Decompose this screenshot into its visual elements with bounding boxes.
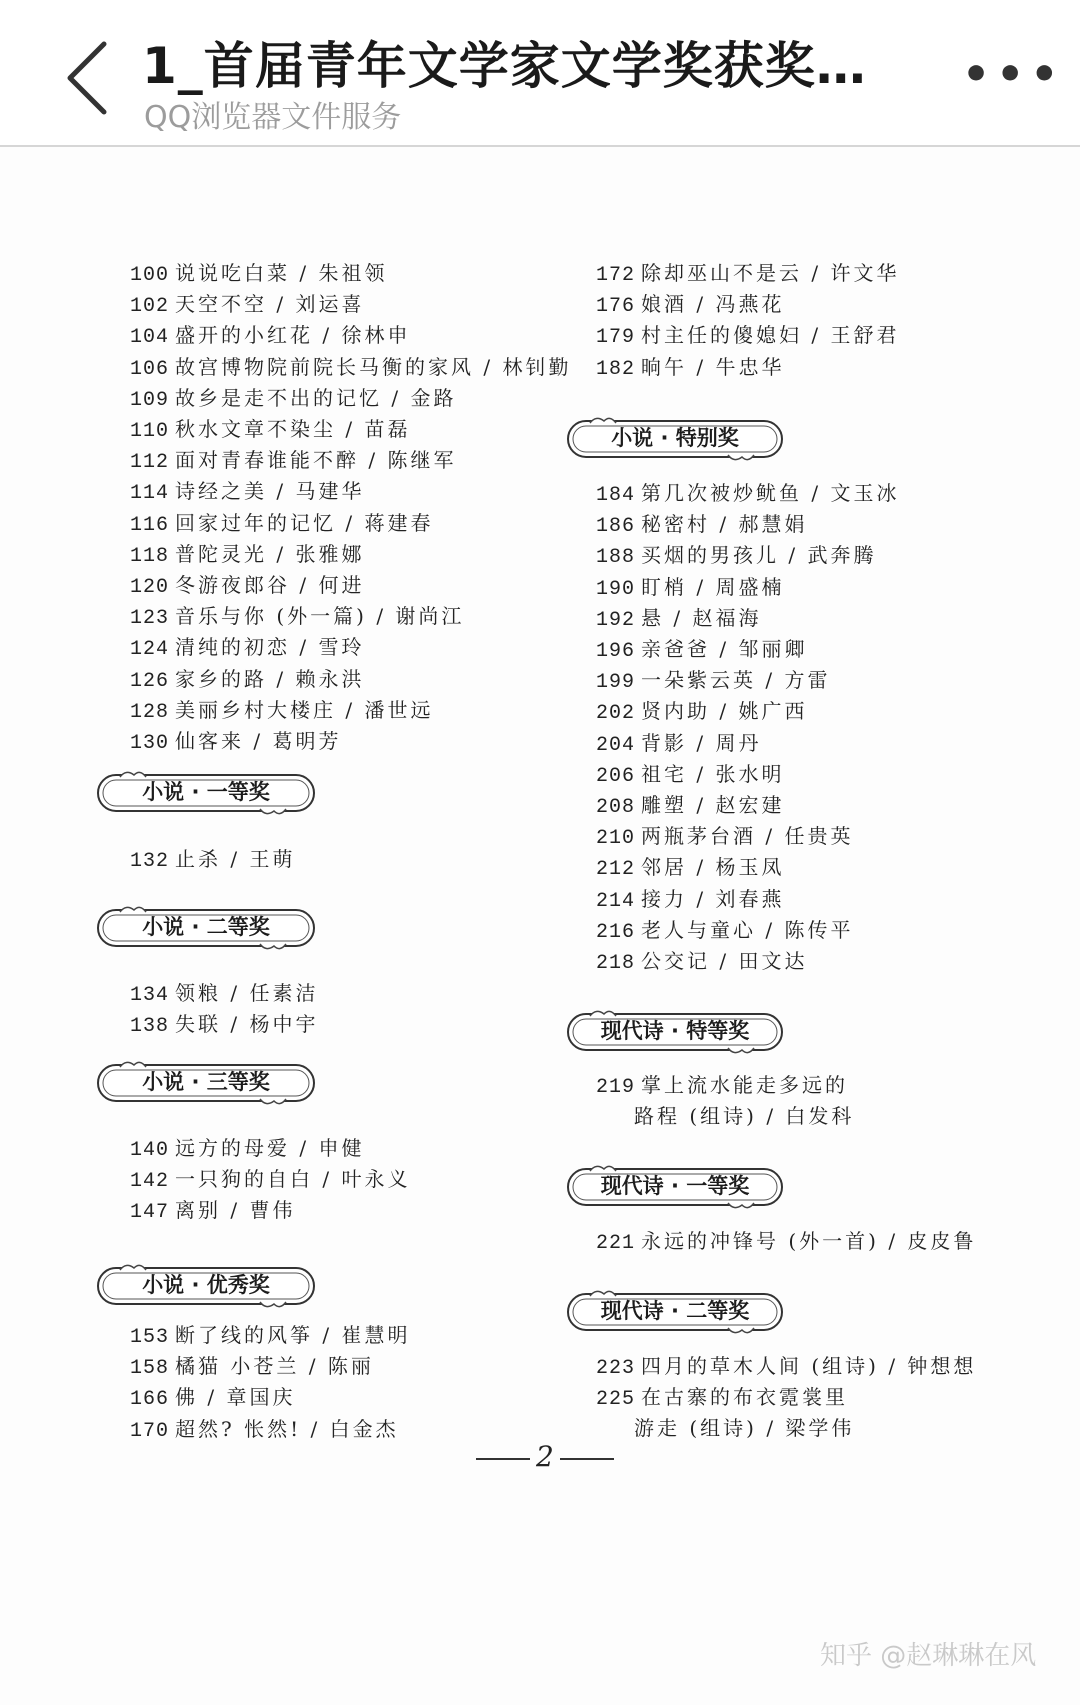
toc-entry <box>596 539 876 569</box>
toc-page-number: 192 <box>596 608 636 632</box>
toc-entry-title: 盯梢 / 周盛楠 <box>641 574 785 599</box>
toc-page-number: 109 <box>130 388 170 412</box>
toc-entry-title: 接力 / 刘春燕 <box>641 886 785 911</box>
toc-entry <box>130 288 364 318</box>
top-bar <box>0 0 1080 147</box>
toc-entry <box>596 851 784 881</box>
toc-entry-title: 回家过年的记忆 / 蒋建春 <box>175 510 434 535</box>
toc-entry <box>130 507 433 537</box>
toc-page-number: 158 <box>130 1357 170 1381</box>
toc-entry <box>130 725 341 755</box>
toc-page-number: 142 <box>130 1170 170 1194</box>
section-badge-label: 小说 · 特别奖 <box>611 426 739 450</box>
toc-page-number: 196 <box>596 640 636 663</box>
section-badge-label: 小说 · 优秀奖 <box>142 1273 270 1297</box>
section-badge-label: 现代诗 · 一等奖 <box>600 1174 750 1198</box>
section-badge-label: 现代诗 · 二等奖 <box>600 1299 750 1323</box>
toc-entry-title: 村主任的傻媳妇 / 王舒君 <box>641 323 900 348</box>
toc-entry <box>130 1381 295 1411</box>
toc-entry <box>130 1319 410 1349</box>
toc-entry-title: 悬 / 赵福海 <box>641 605 762 630</box>
toc-entry <box>596 664 830 694</box>
section-badge <box>562 1163 788 1211</box>
toc-entry <box>596 758 784 788</box>
toc-page-number: 190 <box>596 577 636 601</box>
toc-entry-title: 家乡的路 / 赖永洪 <box>175 666 365 691</box>
section-badge-label: 小说 · 二等奖 <box>142 915 270 939</box>
toc-entry-title: 盛开的小红花 / 徐林申 <box>175 323 411 348</box>
toc-page-number: 124 <box>130 638 170 662</box>
page-subtitle: QQ浏览器文件服务 <box>144 100 402 135</box>
toc-entry-title: 一只狗的自白 / 叶永义 <box>175 1167 411 1192</box>
toc-page-number: 104 <box>130 326 170 350</box>
toc-entry <box>596 1225 976 1255</box>
toc-entry <box>596 1381 848 1411</box>
toc-page-number: 218 <box>596 952 636 975</box>
toc-page-number: 204 <box>596 733 636 757</box>
toc-entry-title: 路程 (组诗) / 白发科 <box>634 1104 855 1129</box>
toc-page-number: 214 <box>596 889 636 913</box>
divider <box>560 1458 614 1460</box>
toc-entry <box>130 663 364 693</box>
toc-entry-title: 两瓶茅台酒 / 任贵英 <box>641 824 854 849</box>
toc-entry-title: 邻居 / 杨玉凤 <box>641 855 785 880</box>
toc-entry-title: 买烟的男孩儿 / 武奔腾 <box>641 543 877 568</box>
watermark: 知乎 @赵琳琳在风 <box>820 1641 1037 1671</box>
toc-page-number: 110 <box>130 420 170 443</box>
toc-entry <box>130 631 364 661</box>
toc-page-number: 216 <box>596 920 636 944</box>
toc-page-number: 208 <box>596 796 636 819</box>
toc-entry-title: 橘猫 小苍兰 / 陈丽 <box>175 1354 374 1379</box>
section-badge <box>562 1008 788 1056</box>
toc-entry-title: 止杀 / 王萌 <box>175 847 296 871</box>
toc-entry <box>130 569 364 599</box>
toc-entry <box>596 288 784 318</box>
toc-page-number: 118 <box>130 544 170 568</box>
toc-page-number: 221 <box>596 1232 636 1255</box>
toc-entry-title: 说说吃白菜 / 朱祖领 <box>175 261 388 285</box>
toc-entry-title: 公交记 / 田文达 <box>641 949 808 973</box>
section-badge-label: 小说 · 一等奖 <box>142 780 270 804</box>
toc-page-number: 123 <box>130 607 170 631</box>
toc-page-number: 172 <box>596 264 636 287</box>
toc-page-number: 116 <box>130 513 170 537</box>
toc-entry <box>596 1069 848 1099</box>
toc-page-number: 179 <box>596 326 636 350</box>
toc-entry-title: 祖宅 / 张水明 <box>641 761 785 786</box>
divider <box>476 1458 530 1460</box>
toc-entry <box>596 789 784 819</box>
chevron-left-icon <box>62 38 122 118</box>
toc-page-number: 176 <box>596 295 636 319</box>
toc-entry <box>596 257 899 287</box>
toc-page-number: 132 <box>130 850 170 873</box>
toc-entry-title: 佛 / 章国庆 <box>175 1385 296 1410</box>
toc-entry-title: 一朵紫云英 / 方雷 <box>641 668 831 693</box>
toc-entry-title: 故宫博物院前院长马衡的家风 / 林钊勤 <box>175 354 572 379</box>
toc-page-number: 212 <box>596 858 636 882</box>
toc-entry-title: 远方的母爱 / 申健 <box>175 1136 365 1160</box>
toc-page-number: 102 <box>130 295 170 319</box>
toc-entry <box>596 319 899 349</box>
toc-page-number: 140 <box>130 1139 170 1162</box>
toc-entry <box>596 945 807 975</box>
page-number <box>470 1440 620 1473</box>
toc-entry-title: 失联 / 杨中宇 <box>175 1012 319 1037</box>
toc-entry <box>130 600 464 630</box>
toc-page-number: 147 <box>130 1201 170 1225</box>
toc-entry-title: 雕塑 / 赵宏建 <box>641 793 785 817</box>
toc-page-number: 186 <box>596 515 636 539</box>
toc-entry <box>596 571 784 601</box>
toc-entry-title: 秋水文章不染尘 / 苗磊 <box>175 417 411 441</box>
toc-entry <box>596 883 784 913</box>
toc-entry <box>596 477 899 507</box>
toc-entry-title: 背影 / 周丹 <box>641 730 762 755</box>
toc-entry <box>596 1412 854 1442</box>
section-badge <box>92 904 320 952</box>
toc-entry-title: 诗经之美 / 马建华 <box>175 479 365 504</box>
toc-entry-title: 秘密村 / 郝慧娟 <box>641 512 808 537</box>
toc-entry <box>130 1008 318 1038</box>
toc-entry <box>130 538 364 568</box>
section-badge-label: 现代诗 · 特等奖 <box>600 1019 750 1043</box>
toc-entry <box>596 695 807 725</box>
toc-entry-title: 天空不空 / 刘运喜 <box>175 292 365 317</box>
section-badge <box>92 1262 320 1310</box>
toc-entry <box>130 475 364 505</box>
toc-entry-title: 在古寨的布衣霓裳里 <box>641 1385 849 1410</box>
toc-entry <box>130 444 456 474</box>
toc-entry-title: 超然? 怅然! / 白金杰 <box>175 1416 399 1441</box>
toc-entry <box>130 1413 399 1443</box>
toc-entry-title: 亲爸爸 / 邹丽卿 <box>641 637 808 661</box>
toc-entry <box>596 1350 976 1380</box>
toc-page-number: 170 <box>130 1419 170 1443</box>
section-badge-label: 小说 · 三等奖 <box>142 1070 270 1094</box>
toc-entry-title: 第几次被炒鱿鱼 / 文玉冰 <box>641 481 900 505</box>
toc-entry <box>596 727 761 757</box>
toc-entry-title: 晌午 / 牛忠华 <box>641 354 785 379</box>
toc-entry-title: 清纯的初恋 / 雪玲 <box>175 635 365 660</box>
toc-page-number: 206 <box>596 764 636 788</box>
toc-entry <box>130 1132 364 1162</box>
toc-page-number: 210 <box>596 827 636 851</box>
toc-entry-title: 领粮 / 任素洁 <box>175 981 319 1005</box>
page-title: 1_首届青年文学家文学奖获奖… <box>142 37 867 95</box>
page-number-value: 2 <box>536 1440 554 1473</box>
toc-entry <box>130 1194 295 1224</box>
toc-entry-title: 贤内助 / 姚广西 <box>641 699 808 724</box>
toc-entry-title: 美丽乡村大楼庄 / 潘世远 <box>175 697 434 722</box>
toc-page-number: 112 <box>130 451 170 475</box>
toc-entry-title: 老人与童心 / 陈传平 <box>641 917 854 942</box>
toc-entry-title: 普陀灵光 / 张雅娜 <box>175 541 365 566</box>
toc-entry-title: 娘酒 / 冯燕花 <box>641 292 785 317</box>
toc-page-number: 199 <box>596 671 636 695</box>
toc-page-number: 166 <box>130 1388 170 1412</box>
toc-entry-title: 仙客来 / 葛明芳 <box>175 729 342 753</box>
toc-page-number: 219 <box>596 1076 636 1099</box>
toc-entry <box>596 914 853 944</box>
toc-entry <box>596 508 807 538</box>
toc-entry-title: 音乐与你 (外一篇) / 谢尚江 <box>175 604 465 629</box>
toc-entry-title: 断了线的风筝 / 崔慧明 <box>175 1323 411 1347</box>
toc-page-number: 223 <box>596 1357 636 1380</box>
toc-page-number: 138 <box>130 1015 170 1039</box>
toc-entry-title: 掌上流水能走多远的 <box>641 1073 849 1097</box>
toc-entry <box>130 1163 410 1193</box>
toc-entry <box>596 633 807 663</box>
toc-page-number: 106 <box>130 357 170 381</box>
toc-entry <box>130 1350 374 1380</box>
toc-entry-title: 离别 / 曹伟 <box>175 1198 296 1223</box>
toc-page-number: 130 <box>130 732 170 755</box>
toc-entry-title: 面对青春谁能不醉 / 陈继军 <box>175 448 457 473</box>
toc-entry <box>130 319 410 349</box>
toc-entry <box>130 351 571 381</box>
toc-page-number: 182 <box>596 357 636 381</box>
toc-entry-title: 冬游夜郎谷 / 何进 <box>175 573 365 597</box>
back-button[interactable] <box>62 38 122 118</box>
section-badge <box>92 769 320 817</box>
toc-entry <box>130 413 410 443</box>
toc-page-number: 188 <box>596 546 636 570</box>
toc-page-number: 114 <box>130 482 170 506</box>
toc-entry-title: 故乡是走不出的记忆 / 金路 <box>175 385 457 410</box>
toc-entry <box>596 351 784 381</box>
toc-entry <box>596 1100 854 1130</box>
toc-page-number: 184 <box>596 484 636 507</box>
toc-entry <box>130 382 456 412</box>
toc-page-number: 225 <box>596 1388 636 1412</box>
section-badge <box>562 1288 788 1336</box>
more-options-button[interactable]: ••• <box>962 49 1065 100</box>
toc-entry <box>130 843 295 873</box>
toc-page-number: 100 <box>130 264 170 287</box>
toc-entry-title: 四月的草木人间 (组诗) / 钟想想 <box>641 1354 977 1378</box>
section-badge <box>562 415 788 463</box>
toc-entry <box>596 602 761 632</box>
toc-page-number: 202 <box>596 702 636 726</box>
toc-page-number: 128 <box>130 700 170 724</box>
toc-entry-title: 除却巫山不是云 / 许文华 <box>641 261 900 285</box>
toc-entry <box>130 694 433 724</box>
toc-page-number: 153 <box>130 1326 170 1349</box>
section-badge <box>92 1059 320 1107</box>
toc-entry-title: 永远的冲锋号 (外一首) / 皮皮鲁 <box>641 1229 977 1253</box>
toc-page-number: 120 <box>130 576 170 599</box>
toc-entry <box>130 977 318 1007</box>
toc-entry-title: 游走 (组诗) / 梁学伟 <box>634 1416 855 1441</box>
toc-entry <box>130 257 387 287</box>
toc-page-number: 126 <box>130 669 170 693</box>
toc-entry <box>596 820 853 850</box>
toc-page-number: 134 <box>130 984 170 1007</box>
